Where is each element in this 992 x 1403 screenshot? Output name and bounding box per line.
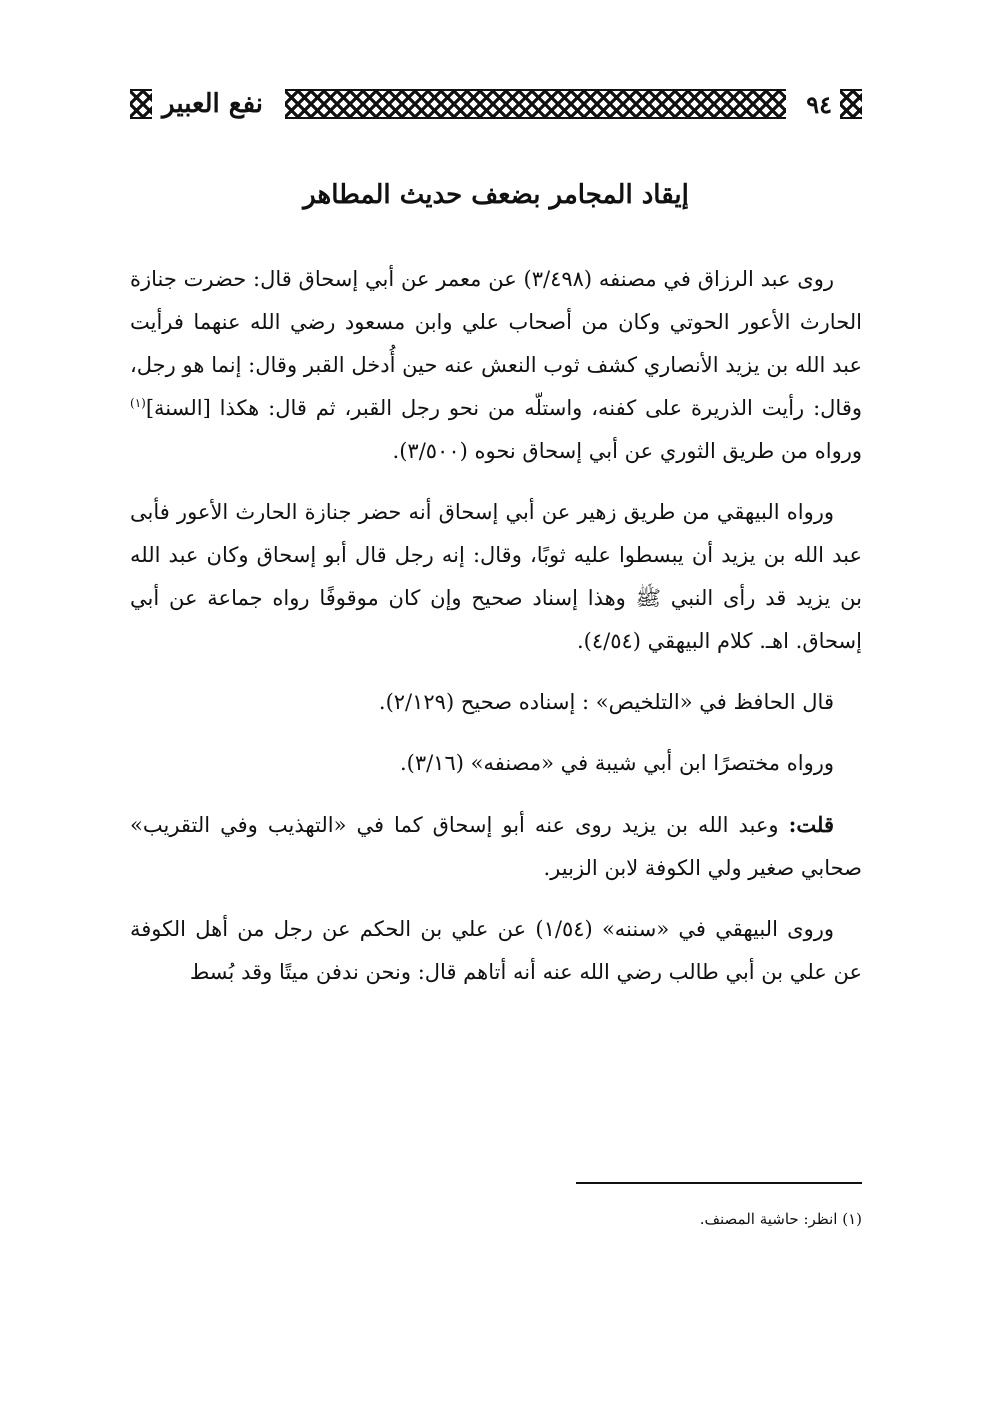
paragraph: ورواه مختصرًا ابن أبي شيبة في «مصنفه» (٣/١٦). bbox=[399, 751, 834, 775]
ornament-icon bbox=[130, 89, 152, 119]
ornament-band-icon bbox=[285, 89, 786, 119]
paragraph bbox=[130, 258, 862, 473]
section-title: إيقاد المجامر بضعف حديث المطاهر bbox=[303, 180, 689, 210]
paragraph-text: وعبد الله بن يزيد روى عنه أبو إسحاق كما في «التهذيب وفي التقريب» صحابي صغير ولي الكوفة لابن الزبير. bbox=[130, 813, 862, 880]
ornament-icon bbox=[840, 89, 862, 119]
footnote-marker[interactable]: (١) bbox=[130, 396, 146, 410]
footnote-divider bbox=[576, 1182, 862, 1184]
paragraph: ورواه البيهقي من طريق زهير عن أبي إسحاق أنه حضر جنازة الحارث الأعور فأبى عبد الله بن يزيد أن يبسطوا عليه ثوبًا، وقال: إنه رجل قال أبو إسحاق وكان عبد الله بن يزيد قد رأى النبي ﷺ وهذا إسناد صحيح وإن كان موقوفًا رواه جماعة عن أبي إسحاق. اهـ. كلام البيهقي (٤/٥٤). bbox=[130, 500, 862, 653]
paragraph-lead: قلت: bbox=[788, 812, 834, 837]
page-header bbox=[130, 86, 862, 122]
paragraph: قال الحافظ في «التلخيص» : إسناده صحيح (٢/١٢٩). bbox=[378, 690, 834, 714]
paragraph-text: ورواه من طريق الثوري عن أبي إسحاق نحوه (٣/٥٠٠). bbox=[392, 439, 862, 463]
paragraph bbox=[130, 803, 862, 890]
footnote: (١) انظر: حاشية المصنف. bbox=[699, 1210, 862, 1228]
book-title: نفع العبير bbox=[162, 89, 264, 119]
page-number: ٩٤ bbox=[806, 89, 832, 119]
main-text bbox=[130, 258, 862, 1012]
paragraph: وروى البيهقي في «سننه» (١/٥٤) عن علي بن الحكم عن رجل من أهل الكوفة عن علي بن أبي طالب رضي الله عنه أنه أتاهم قال: ونحن ندفن ميتًا وقد بُسط bbox=[130, 917, 862, 984]
paragraph-text: روى عبد الرزاق في مصنفه (٣/٤٩٨) عن معمر عن أبي إسحاق قال: حضرت جنازة الحارث الأعور الحوتي وكان من أصحاب علي وابن مسعود رضي الله عنهما فرأيت عبد الله بن يزيد الأنصاري كشف ثوب النعش عنه حين أُدخل القبر وقال: إنما هو رجل، وقال: رأيت الذريرة على كفنه، واستلّه من نحو رجل القبر، ثم قال: هكذا [السنة] bbox=[130, 267, 862, 420]
